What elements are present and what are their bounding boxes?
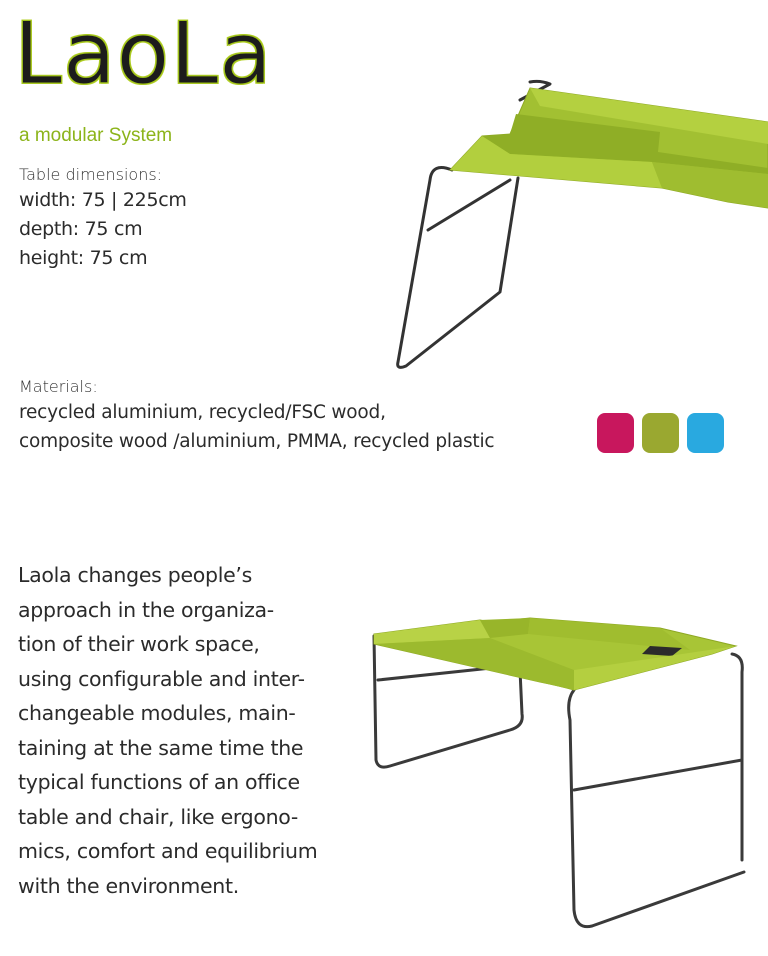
materials-label: Materials:	[19, 377, 98, 396]
description-line: typical functions of an office	[18, 770, 300, 794]
description-line: mics, comfort and equilibrium	[18, 839, 318, 863]
dimension-width: width: 75 | 225cm	[19, 189, 187, 211]
dimension-height: height: 75 cm	[19, 247, 148, 269]
logo: LaoLa	[14, 4, 273, 104]
description-line: tion of their work space,	[18, 632, 260, 656]
description	[18, 558, 348, 903]
dimensions-label: Table dimensions:	[19, 165, 163, 184]
table-top-surface	[450, 88, 768, 208]
description-line: changeable modules, main-	[18, 701, 296, 725]
description-line: Laola changes people’s	[18, 563, 253, 587]
table-top-surface	[374, 618, 736, 690]
color-swatches	[597, 413, 724, 453]
dimensions-block	[19, 164, 187, 273]
description-line: approach in the organiza-	[18, 597, 274, 622]
table-render-bottom	[360, 610, 760, 940]
magenta-swatch[interactable]	[597, 413, 634, 453]
description-line: table and chair, like ergono-	[18, 804, 299, 829]
materials-block	[19, 376, 494, 456]
materials-line-1: recycled aluminium, recycled/FSC wood,	[19, 402, 386, 423]
subtitle: a modular System	[19, 125, 173, 146]
description-line: with the environment.	[18, 873, 239, 898]
description-line: using configurable and inter-	[18, 666, 305, 691]
description-line: taining at the same time the	[18, 735, 304, 760]
dimension-depth: depth: 75 cm	[19, 218, 143, 240]
olive-swatch[interactable]	[642, 413, 679, 453]
blue-swatch[interactable]	[687, 413, 724, 453]
materials-line-2: composite wood /aluminium, PMMA, recycled plastic	[19, 431, 495, 452]
table-render-top	[390, 70, 768, 380]
